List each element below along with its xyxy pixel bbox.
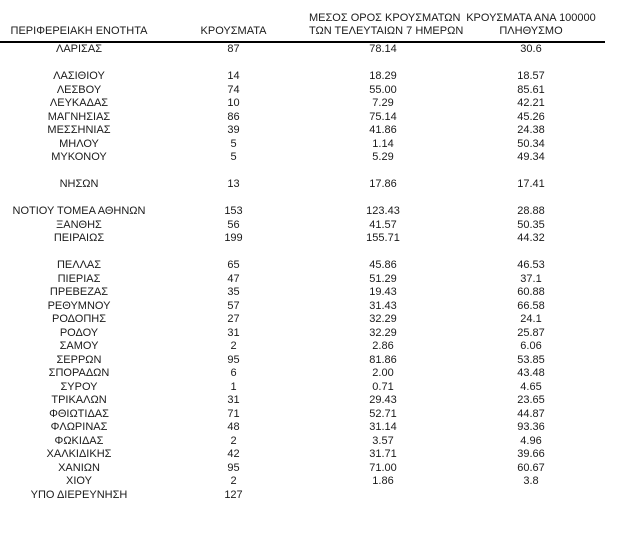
- region-cell: ΞΑΝΘΗΣ: [56, 218, 102, 231]
- cases-cell: 6: [230, 367, 237, 379]
- region-cell: ΝΟΤΙΟΥ ΤΟΜΕΑ ΑΘΗΝΩΝ: [12, 205, 146, 217]
- table-row: [0, 42, 605, 57]
- table-body: [0, 42, 605, 502]
- cases-cell: 14: [227, 70, 240, 82]
- per100k-cell: 44.87: [517, 407, 545, 420]
- col-header-avg7-line2: ΤΩΝ ΤΕΛΕΥΤΑΙΩΝ 7 ΗΜΕΡΩΝ: [309, 25, 464, 37]
- avg7-cell: 71.00: [369, 461, 397, 474]
- avg7-cell: 29.43: [369, 394, 397, 406]
- avg7-cell: 123.43: [366, 205, 400, 217]
- cases-cell: 199: [224, 232, 243, 244]
- per100k-cell: 25.87: [517, 326, 545, 339]
- cases-cell: 31: [227, 394, 240, 406]
- region-cell: ΠΕΛΛΑΣ: [56, 259, 102, 271]
- table-header-row: [0, 12, 605, 42]
- cases-cell: 74: [227, 83, 240, 96]
- table-row: [0, 421, 605, 435]
- per100k-cell: 23.65: [517, 394, 545, 406]
- per100k-cell: 4.96: [520, 434, 542, 447]
- avg7-cell: 2.86: [372, 340, 394, 352]
- per100k-cell: 45.26: [517, 110, 545, 123]
- region-cell: ΜΥΚΟΝΟΥ: [51, 151, 107, 163]
- region-cell: ΜΕΣΣΗΝΙΑΣ: [47, 124, 111, 136]
- table-row: [0, 97, 605, 111]
- table-row: [0, 354, 605, 368]
- cases-cell: 13: [227, 178, 240, 190]
- table-row: [0, 435, 605, 449]
- table-row: [0, 138, 605, 152]
- cases-cell: 56: [227, 218, 240, 231]
- avg7-cell: 52.71: [369, 407, 397, 420]
- region-cell: ΤΡΙΚΑΛΩΝ: [51, 394, 107, 406]
- avg7-cell: 75.14: [369, 110, 397, 123]
- table-row: [0, 286, 605, 300]
- region-cell: ΠΡΕΒΕΖΑΣ: [49, 286, 109, 298]
- avg7-cell: 41.86: [369, 124, 397, 136]
- region-cell: ΣΕΡΡΩΝ: [56, 353, 102, 366]
- region-cell: ΣΠΟΡΑΔΩΝ: [48, 367, 110, 379]
- per100k-cell: 6.06: [520, 340, 542, 352]
- per100k-cell: 4.65: [520, 380, 542, 393]
- table-row: [0, 111, 605, 125]
- per100k-cell: 93.36: [517, 421, 545, 433]
- avg7-cell: [309, 489, 457, 503]
- avg7-cell: 155.71: [366, 232, 400, 244]
- col-header-region: [0, 12, 158, 42]
- table-row: [0, 124, 605, 138]
- per100k-cell: 46.53: [517, 259, 545, 271]
- per100k-cell: 50.34: [517, 137, 545, 150]
- region-cases-table: [0, 12, 605, 502]
- cases-cell: 2: [230, 434, 237, 447]
- region-cell: ΛΑΣΙΘΙΟΥ: [53, 70, 105, 82]
- col-header-avg7-line1: ΜΕΣΟΣ ΟΡΟΣ ΚΡΟΥΣΜΑΤΩΝ: [309, 12, 461, 24]
- per100k-cell: 24.38: [517, 124, 545, 136]
- cases-cell: 153: [224, 205, 243, 217]
- per100k-cell: 30.6: [520, 43, 542, 55]
- cases-cell: 5: [230, 137, 237, 150]
- region-cell: ΠΕΙΡΑΙΩΣ: [53, 232, 105, 244]
- region-cell: ΛΕΥΚΑΔΑΣ: [49, 97, 109, 109]
- col-header-avg7: [309, 12, 464, 42]
- avg7-cell: 31.71: [369, 448, 397, 460]
- region-cell: ΜΑΓΝΗΣΙΑΣ: [47, 110, 111, 123]
- region-cell: ΡΕΘΥΜΝΟΥ: [47, 299, 111, 312]
- avg7-cell: 32.29: [369, 313, 397, 325]
- per100k-cell: 3.8: [523, 475, 539, 487]
- col-header-per100k: [457, 12, 605, 42]
- cases-cell: 95: [227, 461, 240, 474]
- col-header-cases: [158, 12, 309, 42]
- cases-cell: 10: [227, 97, 240, 109]
- region-cell: ΣΥΡΟΥ: [60, 380, 98, 393]
- spacer-row: [0, 192, 605, 206]
- table-row: [0, 313, 605, 327]
- cases-cell: 2: [230, 340, 237, 352]
- avg7-cell: 55.00: [369, 83, 397, 96]
- col-header-cases-line1: ΚΡΟΥΣΜΑΤΑ: [200, 25, 267, 37]
- per100k-cell: 43.48: [517, 367, 545, 379]
- cases-cell: 5: [230, 151, 237, 163]
- avg7-cell: 0.71: [372, 380, 394, 393]
- per100k-cell: 53.85: [517, 353, 545, 366]
- avg7-cell: 31.43: [369, 299, 397, 312]
- cases-cell: 87: [227, 43, 240, 55]
- cases-cell: 27: [227, 313, 240, 325]
- cases-cell: 127: [224, 488, 243, 501]
- table-row: [0, 70, 605, 84]
- col-header-per100k-line1: ΚΡΟΥΣΜΑΤΑ ΑΝΑ 100000: [466, 12, 596, 24]
- region-cell: ΛΑΡΙΣΑΣ: [55, 43, 102, 55]
- avg7-cell: 31.14: [369, 421, 397, 433]
- avg7-cell: 45.86: [369, 259, 397, 271]
- spacer-row: [0, 165, 605, 179]
- cases-cell: 86: [227, 110, 240, 123]
- cases-cell: 39: [227, 124, 240, 136]
- avg7-cell: 51.29: [369, 272, 397, 285]
- region-cell: ΦΘΙΩΤΙΔΑΣ: [49, 407, 109, 420]
- cases-cell: 2: [230, 475, 237, 487]
- table-row: [0, 219, 605, 233]
- region-cell: ΛΕΣΒΟΥ: [56, 83, 102, 96]
- spacer-row: [0, 246, 605, 260]
- spacer-cell: [0, 192, 605, 206]
- avg7-cell: 18.29: [369, 70, 397, 82]
- table-row: [0, 475, 605, 489]
- region-cell: ΡΟΔΟΥ: [59, 326, 99, 339]
- avg7-cell: 41.57: [369, 218, 397, 231]
- region-cell: ΥΠΟ ΔΙΕΡΕΥΝΗΣΗ: [30, 488, 128, 501]
- cases-cell: 47: [227, 272, 240, 285]
- spacer-cell: [0, 246, 605, 260]
- avg7-cell: 2.00: [372, 367, 394, 379]
- spacer-cell: [0, 165, 605, 179]
- per100k-cell: 28.88: [517, 205, 545, 217]
- table-row: [0, 84, 605, 98]
- per100k-cell: 85.61: [517, 83, 545, 96]
- per100k-cell: 18.57: [517, 70, 545, 82]
- cases-cell: 95: [227, 353, 240, 366]
- cases-cell: 71: [227, 407, 240, 420]
- region-cell: ΦΛΩΡΙΝΑΣ: [50, 421, 108, 433]
- region-cell: ΝΗΣΩΝ: [59, 178, 99, 190]
- table-row: [0, 259, 605, 273]
- table-row: [0, 178, 605, 192]
- avg7-cell: 78.14: [369, 43, 397, 55]
- region-cell: ΦΩΚΙΔΑΣ: [54, 434, 104, 447]
- table-row: [0, 327, 605, 341]
- table-row: [0, 462, 605, 476]
- table-row: [0, 300, 605, 314]
- cases-cell: 1: [230, 380, 237, 393]
- per100k-cell: 60.67: [517, 461, 545, 474]
- spacer-cell: [0, 57, 605, 71]
- table-row: [0, 232, 605, 246]
- table-row: [0, 489, 605, 503]
- spacer-row: [0, 57, 605, 71]
- per100k-cell: 24.1: [520, 313, 542, 325]
- per100k-cell: 42.21: [517, 97, 545, 109]
- region-cell: ΜΗΛΟΥ: [59, 137, 99, 150]
- table-row: [0, 394, 605, 408]
- col-header-per100k-line2: ΠΛΗΘΥΣΜΟ: [499, 25, 563, 37]
- avg7-cell: 5.29: [372, 151, 394, 163]
- table-row: [0, 205, 605, 219]
- per100k-cell: [457, 489, 605, 503]
- region-cell: ΧΑΝΙΩΝ: [58, 461, 100, 474]
- cases-cell: 42: [227, 448, 240, 460]
- region-cell: ΠΙΕΡΙΑΣ: [57, 272, 101, 285]
- avg7-cell: 3.57: [372, 434, 394, 447]
- region-cell: ΡΟΔΟΠΗΣ: [51, 313, 107, 325]
- table-row: [0, 273, 605, 287]
- cases-cell: 31: [227, 326, 240, 339]
- avg7-cell: 17.86: [369, 178, 397, 190]
- avg7-cell: 1.14: [372, 137, 394, 150]
- table-row: [0, 367, 605, 381]
- cases-cell: 35: [227, 286, 240, 298]
- col-header-region-line1: ΠΕΡΙΦΕΡΕΙΑΚΗ ΕΝΟΤΗΤΑ: [10, 25, 148, 37]
- avg7-cell: 32.29: [369, 326, 397, 339]
- cases-cell: 65: [227, 259, 240, 271]
- per100k-cell: 37.1: [520, 272, 542, 285]
- avg7-cell: 7.29: [372, 97, 394, 109]
- table-row: [0, 408, 605, 422]
- region-cell: ΧΙΟΥ: [66, 475, 92, 487]
- cases-cell: 57: [227, 299, 240, 312]
- per100k-cell: 60.88: [517, 286, 545, 298]
- table-row: [0, 448, 605, 462]
- per100k-cell: 66.58: [517, 299, 545, 312]
- avg7-cell: 81.86: [369, 353, 397, 366]
- table-row: [0, 340, 605, 354]
- avg7-cell: 19.43: [369, 286, 397, 298]
- per100k-cell: 49.34: [517, 151, 545, 163]
- table-row: [0, 151, 605, 165]
- cases-cell: 48: [227, 421, 240, 433]
- per100k-cell: 39.66: [517, 448, 545, 460]
- per100k-cell: 44.32: [517, 232, 545, 244]
- region-cell: ΣΑΜΟΥ: [59, 340, 99, 352]
- table-row: [0, 381, 605, 395]
- per100k-cell: 17.41: [517, 178, 545, 190]
- per100k-cell: 50.35: [517, 218, 545, 231]
- region-cell: ΧΑΛΚΙΔΙΚΗΣ: [46, 448, 112, 460]
- avg7-cell: 1.86: [372, 475, 394, 487]
